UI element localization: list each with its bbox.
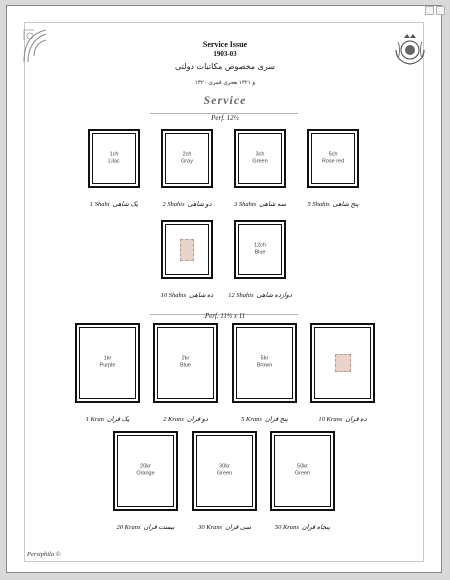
stamp-slot[interactable] — [161, 129, 213, 188]
stamp-denomination: 12ch — [254, 241, 266, 248]
stamp-description — [77, 355, 138, 369]
stamp-color: Lilac — [108, 157, 120, 164]
stamp-caption-english: 5 Krans — [241, 416, 262, 423]
stamp-slot[interactable] — [307, 129, 359, 188]
stamp-slot[interactable] — [113, 431, 178, 511]
stamp-color: Gray — [181, 157, 193, 164]
stamp-caption-english: 3 Shahis — [233, 201, 257, 208]
stamp-slot[interactable] — [75, 323, 140, 403]
stamp-denomination: 3ch — [255, 150, 265, 157]
stamp-description — [236, 151, 284, 165]
page-corner-button-2[interactable] — [436, 6, 445, 15]
stamp-slot[interactable] — [310, 323, 375, 403]
stamp-caption-persian: یک قران — [106, 416, 130, 423]
stamp-denomination: 2ch — [182, 150, 192, 157]
stamp-slot[interactable] — [161, 220, 213, 279]
stamp-caption — [250, 523, 355, 531]
stamp-caption-english: 20 Krans — [116, 524, 141, 531]
section-perf-label-2: Perf. 11½ x 11 — [204, 312, 246, 320]
stamp-slot[interactable] — [234, 220, 286, 279]
stamp-caption-english: 5 Shahis — [307, 201, 330, 208]
service-overprint-label: Service — [203, 93, 247, 107]
stamp-caption-persian: ده شاهی — [189, 292, 214, 299]
stamp-slot[interactable] — [270, 431, 335, 511]
page-years: 1903-03 — [213, 50, 237, 58]
stamp-denomination: 1ch — [109, 150, 119, 157]
stamp-caption-english: 2 Shahis — [162, 201, 185, 208]
stamp-image — [335, 354, 351, 372]
persian-title: سری مخصوص مکاتبات دولتی — [175, 62, 275, 71]
stamp-caption-persian: پنج قران — [264, 416, 288, 423]
stamp-description — [163, 151, 211, 165]
stamp-color: Green — [216, 470, 233, 477]
stamp-caption-persian: پنج شاهی — [332, 201, 359, 208]
stamp-caption-persian: بیست قران — [143, 524, 175, 531]
stamp-denomination: 20kr — [140, 463, 151, 470]
stamp-slot[interactable] — [192, 431, 257, 511]
stamp-caption-persian: یک شاهی — [112, 201, 139, 208]
stamp-caption-english: 1 Shahi — [89, 201, 110, 208]
stamp-denomination: 30kr — [219, 463, 230, 470]
stamp-slot[interactable] — [88, 129, 140, 188]
stamp-description — [234, 355, 295, 369]
stamp-caption — [287, 200, 379, 208]
stamp-caption-persian: سی قران — [225, 524, 251, 531]
stamp-denomination: 1kr — [103, 355, 112, 362]
stamp-description — [90, 151, 138, 165]
stamp-caption-english: 10 Krans — [318, 416, 343, 423]
stamp-caption-english: 12 Shahis — [228, 292, 254, 299]
stamp-caption-english: 10 Shahis — [160, 292, 187, 299]
stamp-color: Blue — [179, 362, 191, 369]
stamp-caption-persian: دوازده شاهی — [256, 292, 292, 299]
stamp-description — [194, 463, 255, 477]
stamp-slot[interactable] — [232, 323, 297, 403]
stamp-caption — [290, 415, 395, 423]
stamp-caption-persian: سه شاهی — [259, 201, 287, 208]
stamp-caption-persian: پنجاه قران — [301, 524, 331, 531]
stamp-color: Green — [252, 157, 268, 164]
stamp-color: Rose red — [321, 157, 345, 164]
page-corner-button[interactable] — [425, 6, 434, 15]
stamp-description — [236, 242, 284, 256]
stamp-description — [155, 355, 216, 369]
persian-subtitle: ۱۳۲۰ و ۱۳۲۱ هجری قمری — [194, 80, 256, 86]
stamp-caption-english: 30 Krans — [198, 524, 223, 531]
stamp-caption-persian: دو شاهی — [187, 201, 212, 208]
stamp-slot[interactable] — [234, 129, 286, 188]
stamp-caption-english: 50 Krans — [274, 524, 299, 531]
stamp-slot[interactable] — [153, 323, 218, 403]
copyright-footer: Persiphila © — [27, 551, 61, 558]
stamp-caption — [214, 291, 306, 299]
stamp-color: Blue — [254, 248, 266, 255]
stamp-color: Orange — [136, 470, 155, 477]
stamp-denomination: 50kr — [297, 463, 308, 470]
stamp-denomination: 2kr — [181, 355, 190, 362]
stamp-description — [272, 463, 333, 477]
stamp-caption-english: 2 Krans — [163, 416, 184, 423]
stamp-color: Green — [294, 470, 311, 477]
stamp-caption-persian: دو قران — [186, 416, 208, 423]
stamp-description — [309, 151, 357, 165]
stamp-color: Brown — [256, 362, 273, 369]
stamp-denomination: 5kr — [260, 355, 269, 362]
stamp-caption-persian: ده قران — [345, 416, 367, 423]
stamp-description — [115, 463, 176, 477]
stamp-color: Purple — [99, 362, 116, 369]
section-perf-label-1: Perf. 12½ — [211, 114, 239, 122]
stamp-denomination: 5ch — [328, 150, 338, 157]
stamp-image — [180, 239, 194, 261]
stamp-caption-english: 1 Kran — [85, 416, 104, 423]
page-title: Service Issue — [202, 40, 248, 49]
